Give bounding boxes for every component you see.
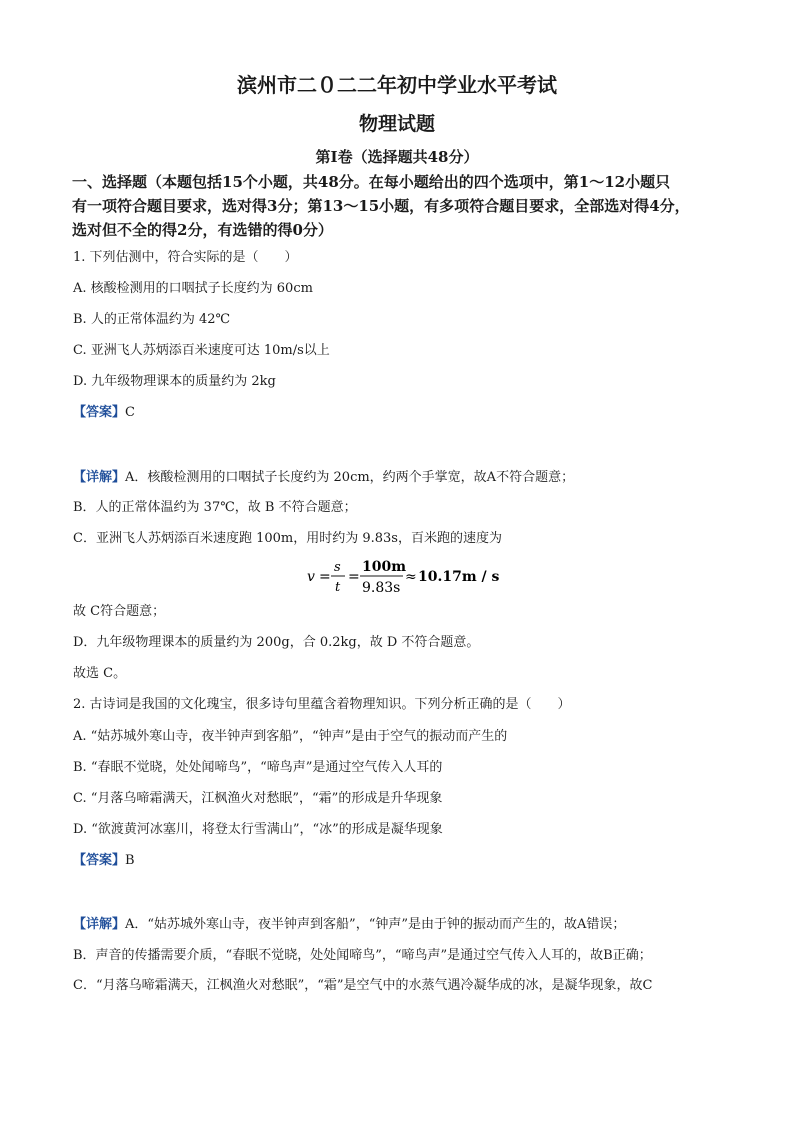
formula-den: 9.83s	[362, 580, 401, 596]
part-title: 第Ⅰ卷（选择题共48分）	[315, 148, 479, 166]
q2-detail-c: C．“月落乌啼霜满天，江枫渔火对愁眠”，“霜”是空气中的水蒸气遇冷凝华成的冰，是凝华现象，故C	[73, 978, 653, 993]
q1-conclusion: 故选 C。	[73, 666, 127, 681]
answer-tag: 【答案】	[73, 405, 126, 420]
formula-result: 10.17m / s	[418, 569, 500, 585]
detail-tag: 【详解】	[73, 917, 126, 932]
q1-detail-d: D．九年级物理课本的质量约为 200g，合 0.2kg，故 D 不符合题意。	[73, 635, 480, 650]
section-heading-line-1: 一、选择题（本题包括15个小题，共48分。在每小题给出的四个选项中，第1～12小题只	[72, 173, 671, 191]
q1-option-d: D. 九年级物理课本的质量约为 2kg	[73, 374, 276, 389]
q2-stem: 2. 古诗词是我国的文化瑰宝，很多诗句里蕴含着物理知识。下列分析正确的是（ ）	[73, 697, 571, 712]
q2-option-d: D. “欲渡黄河冰塞川，将登太行雪满山”，“冰”的形成是凝华现象	[73, 822, 443, 837]
formula-num: 100m	[362, 559, 407, 575]
q1-option-a: A. 核酸检测用的口咽拭子长度约为 60cm	[73, 281, 313, 296]
formula-approx: ≈	[405, 569, 417, 585]
q1-after-c: 故 C符合题意；	[73, 604, 166, 619]
formula-t: t	[335, 580, 341, 595]
q1-detail-b: B．人的正常体温约为 37℃，故 B 不符合题意；	[73, 500, 357, 515]
subject-title: 物理试题	[358, 113, 435, 135]
exam-title: 滨州市二０二二年初中学业水平考试	[237, 73, 557, 97]
detail-text: A．核酸检测用的口咽拭子长度约为 20cm，约两个手掌宽，故A不符合题意；	[125, 470, 575, 485]
speed-formula	[305, 557, 505, 597]
detail-tag: 【详解】	[73, 470, 126, 485]
section-heading-line-2: 有一项符合题目要求，选对得3分；第13～15小题，有多项符合题目要求，全部选对得4分，	[72, 197, 690, 215]
formula-s: s	[334, 560, 341, 575]
q2-detail-a	[73, 917, 625, 933]
section-heading-line-3: 选对但不全的得2分，有选错的得0分）	[72, 221, 333, 239]
formula-v: v	[307, 569, 315, 585]
q1-stem: 1. 下列估测中，符合实际的是（ ）	[73, 250, 298, 265]
q1-detail-c: C．亚洲飞人苏炳添百米速度跑 100m，用时约为 9.83s，百米跑的速度为	[73, 531, 502, 546]
q1-answer	[73, 405, 135, 421]
formula-eq2: =	[348, 569, 360, 585]
q1-option-b: B. 人的正常体温约为 42℃	[73, 312, 231, 327]
q2-option-c: C. “月落乌啼霜满天，江枫渔火对愁眠”，“霜”的形成是升华现象	[73, 791, 443, 806]
q1-detail-a	[73, 470, 574, 486]
q2-option-b: B. “春眠不觉晓，处处闻啼鸟”，“啼鸟声”是通过空气传入人耳的	[73, 760, 443, 775]
q2-detail-b: B．声音的传播需要介质，“春眠不觉晓，处处闻啼鸟”，“啼鸟声”是通过空气传入人耳的，故B正确；	[73, 948, 652, 963]
answer-value: C	[125, 405, 135, 420]
detail-text: A．“姑苏城外寒山寺，夜半钟声到客船”，“钟声”是由于钟的振动而产生的，故A错误；	[125, 917, 626, 932]
answer-tag: 【答案】	[73, 853, 126, 868]
formula-eq1: =	[319, 569, 331, 585]
q2-option-a: A. “姑苏城外寒山寺，夜半钟声到客船”，“钟声”是由于空气的振动而产生的	[73, 729, 508, 744]
q1-option-c: C. 亚洲飞人苏炳添百米速度可达 10m/s以上	[73, 343, 330, 358]
q2-answer	[73, 853, 135, 869]
answer-value: B	[125, 853, 135, 868]
